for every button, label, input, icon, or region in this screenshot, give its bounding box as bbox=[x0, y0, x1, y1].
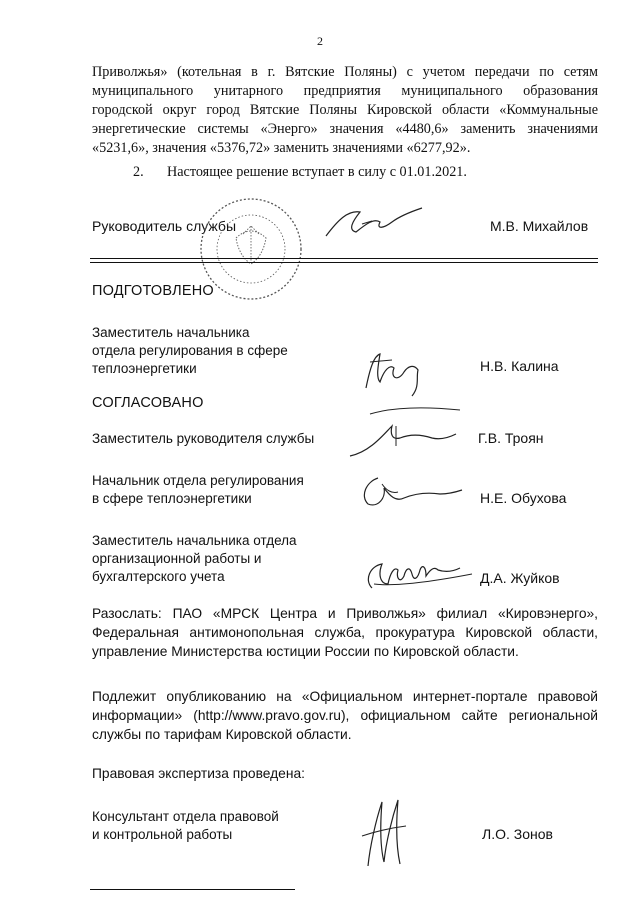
agreed-heading: СОГЛАСОВАНО bbox=[92, 395, 204, 411]
zonov-signature bbox=[356, 796, 412, 870]
intro-line: городской округ город Вятские Поляны Кировской области «Коммунальные bbox=[92, 102, 598, 118]
footer-line bbox=[90, 889, 295, 890]
page-number: 2 bbox=[317, 34, 323, 48]
separator-line bbox=[90, 258, 598, 259]
agreed-position-1 bbox=[92, 430, 314, 448]
obukhova-signature bbox=[356, 468, 466, 512]
distribution-line: Федеральная антимонопольная служба, прокуратура Кировской области, bbox=[92, 625, 598, 640]
legal-position bbox=[92, 808, 279, 844]
clause-2 bbox=[133, 164, 467, 181]
agreed-name-2: Н.Е. Обухова bbox=[480, 490, 567, 506]
prepared-position bbox=[92, 324, 288, 378]
position-line: Заместитель начальника отдела bbox=[92, 533, 297, 548]
troyan-signature bbox=[340, 404, 470, 464]
distribution-paragraph bbox=[92, 604, 598, 661]
agreed-name-1: Г.В. Троян bbox=[478, 430, 544, 446]
position-line: Начальник отдела регулирования bbox=[92, 473, 304, 488]
agreed-position-3 bbox=[92, 532, 297, 586]
intro-line: муниципального унитарного предприятия муниципального образования bbox=[92, 83, 598, 99]
publication-line: Подлежит опубликованию на «Официальном интернет-портале правовой bbox=[92, 689, 598, 704]
agreed-position-2 bbox=[92, 472, 304, 508]
separator-line-double bbox=[90, 262, 598, 263]
publication-line: службы по тарифам Кировской области. bbox=[92, 727, 352, 742]
position-line: Заместитель начальника bbox=[92, 325, 250, 340]
prepared-heading: ПОДГОТОВЛЕНО bbox=[92, 283, 214, 299]
intro-line: энергетические системы «Энерго» значения «4480,6» заменить значениями bbox=[92, 121, 598, 137]
legal-heading: Правовая экспертиза проведена: bbox=[92, 766, 305, 781]
position-line: организационной работы и bbox=[92, 551, 262, 566]
intro-line: «5231,6», значения «5376,72» заменить значениями «6277,92». bbox=[92, 140, 471, 156]
position-line: и контрольной работы bbox=[92, 827, 233, 842]
head-title: Руководитель службы bbox=[92, 218, 237, 234]
prepared-name: Н.В. Калина bbox=[480, 358, 559, 374]
position-line: бухгалтерского учета bbox=[92, 569, 225, 584]
clause-text: Настоящее решение вступает в силу с 01.01.2021. bbox=[167, 164, 467, 180]
zhuykov-signature bbox=[360, 554, 478, 594]
kalina-signature bbox=[360, 348, 440, 400]
head-name: М.В. Михайлов bbox=[490, 218, 589, 234]
distribution-line: управление Министерства юстиции России по Кировской области. bbox=[92, 644, 519, 659]
distribution-line: Разослать: ПАО «МРСК Центра и Приволжья» филиал «Кировэнерго», bbox=[92, 606, 598, 621]
publication-paragraph bbox=[92, 687, 598, 744]
position-line: Заместитель руководителя службы bbox=[92, 431, 315, 446]
head-signature bbox=[318, 200, 428, 244]
publication-line: информации» (http://www.pravo.gov.ru), официальном сайте региональной bbox=[92, 708, 598, 723]
legal-name: Л.О. Зонов bbox=[482, 826, 553, 842]
intro-line: Приволжья» (котельная в г. Вятские Поляны) с учетом передачи по сетям bbox=[92, 64, 598, 80]
position-line: отдела регулирования в сфере bbox=[92, 343, 288, 358]
clause-number: 2. bbox=[133, 164, 144, 180]
position-line: в сфере теплоэнергетики bbox=[92, 491, 252, 506]
position-line: теплоэнергетики bbox=[92, 361, 197, 376]
position-line: Консультант отдела правовой bbox=[92, 809, 279, 824]
agreed-name-3: Д.А. Жуйков bbox=[480, 570, 560, 586]
intro-paragraph bbox=[92, 63, 598, 158]
